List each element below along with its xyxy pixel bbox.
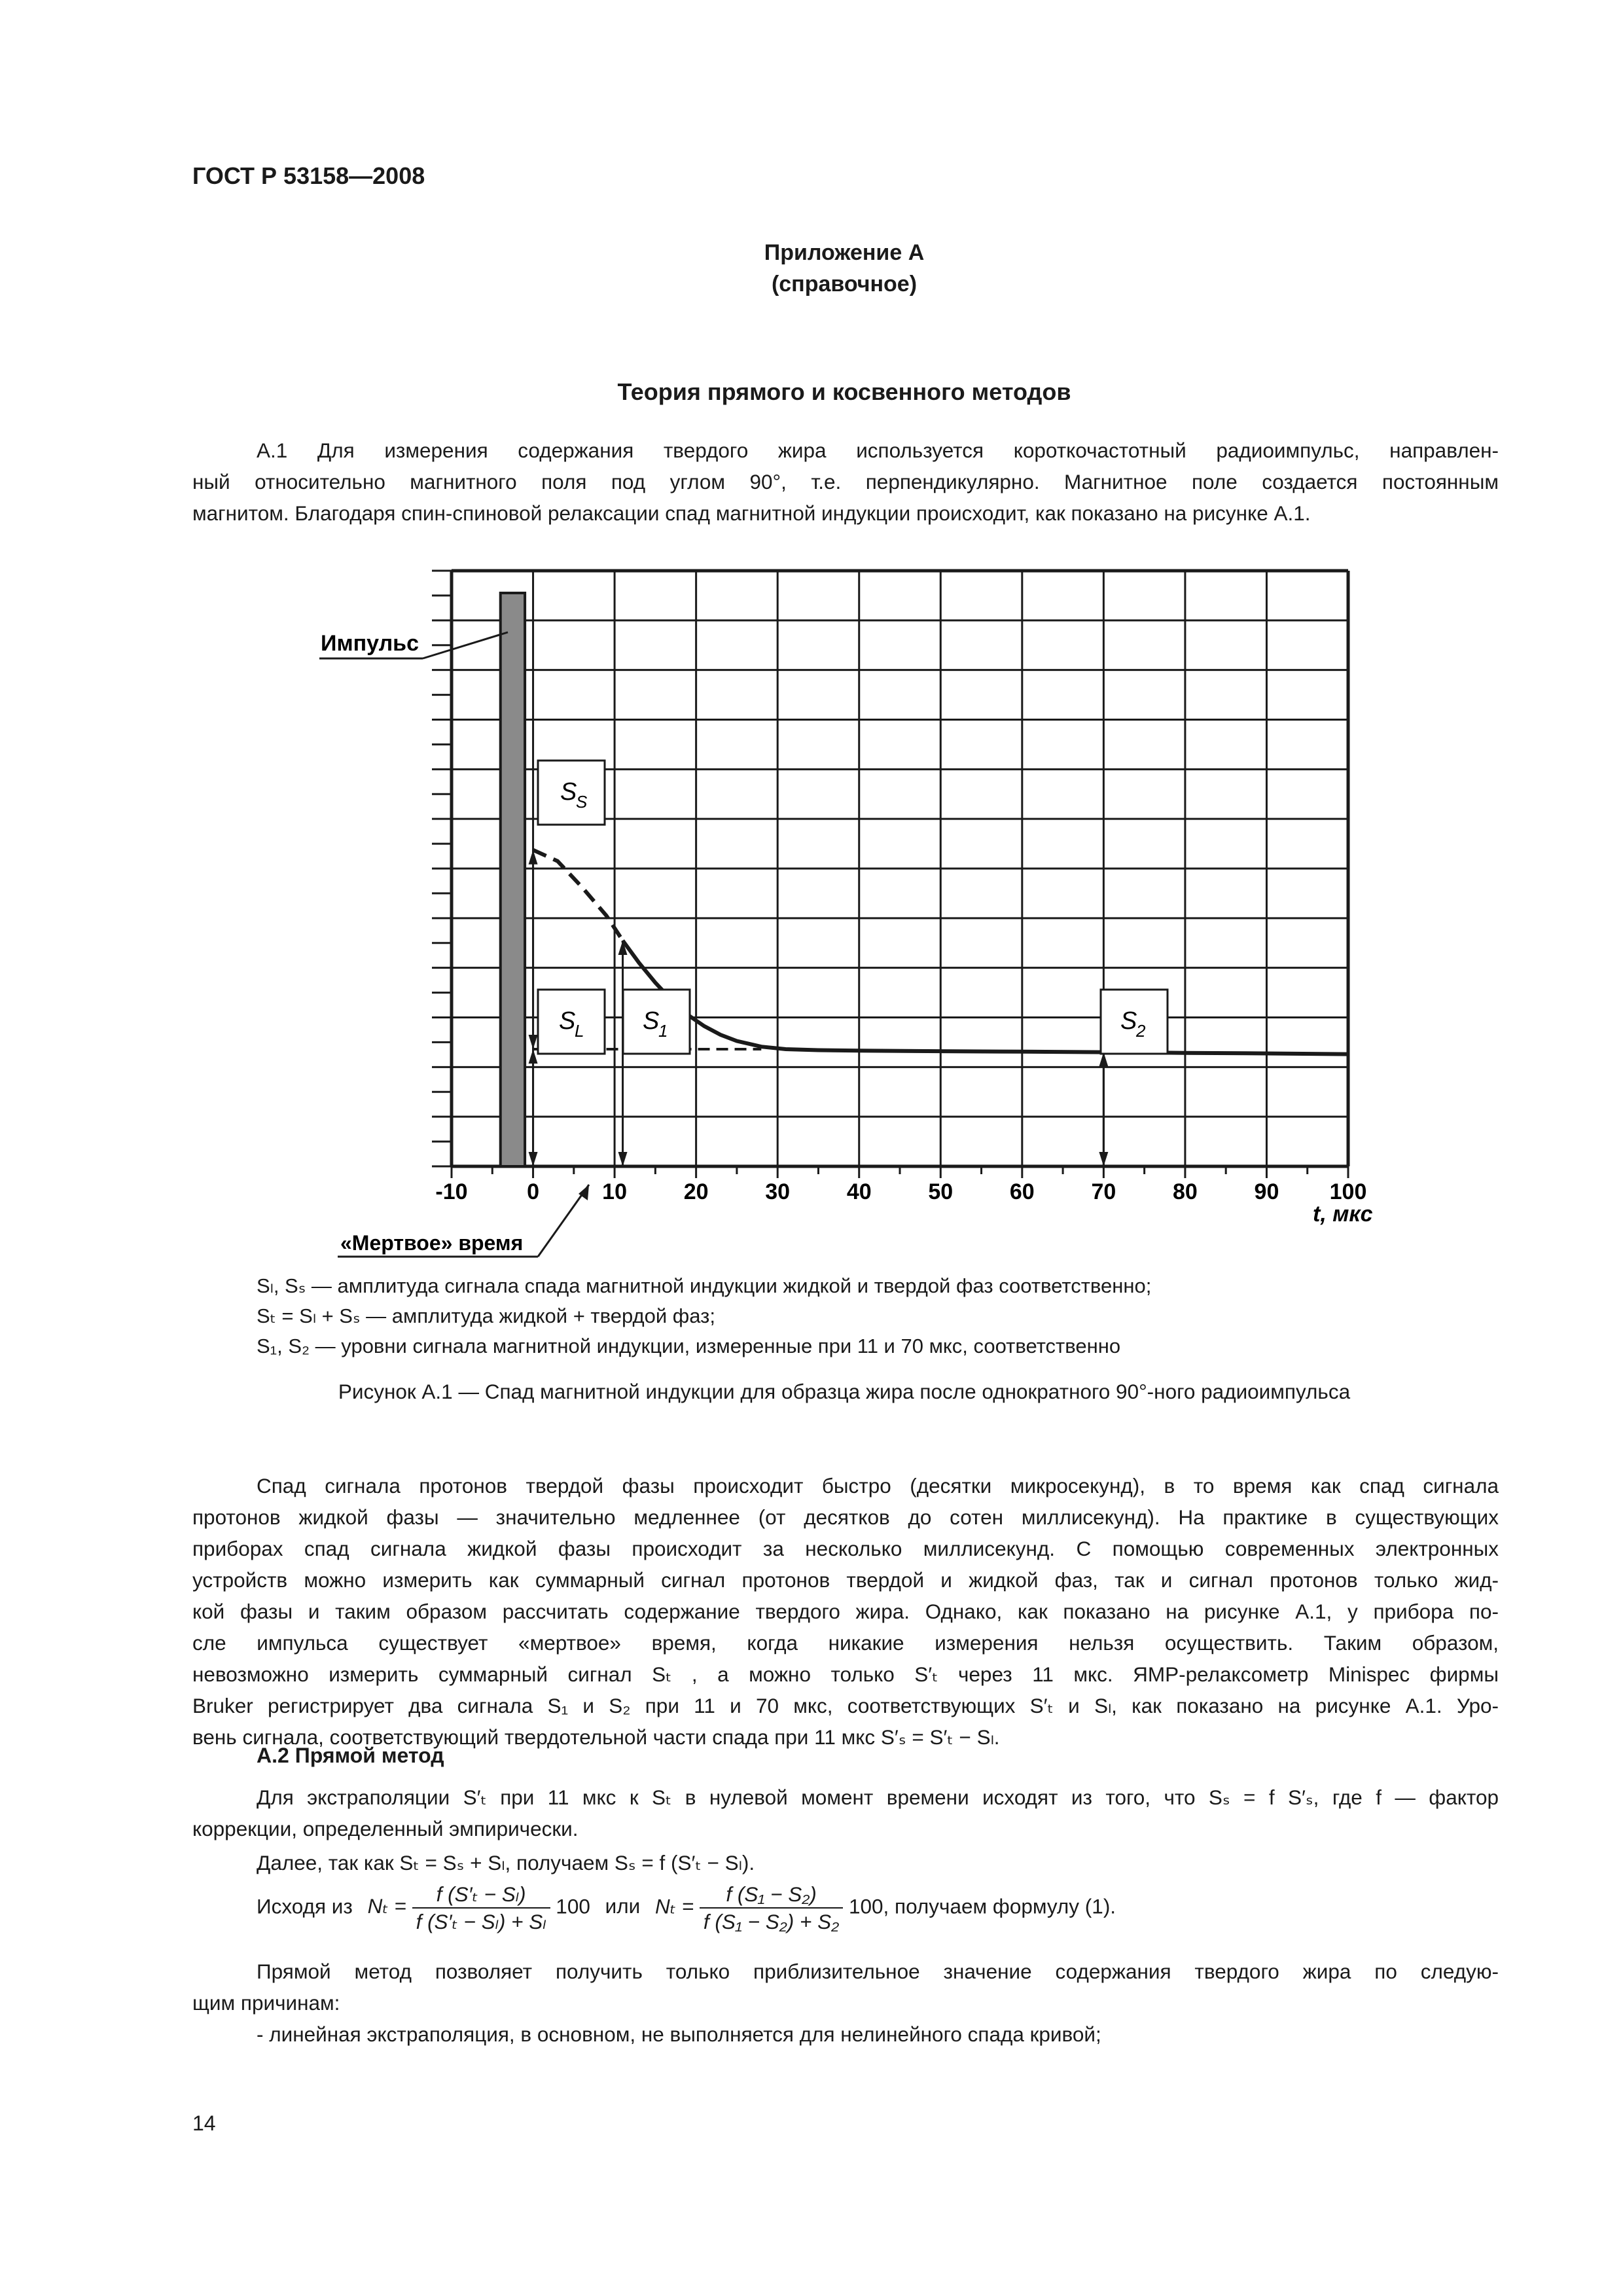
formula2-denominator: f (S₁ − S₂) + S₂ — [703, 1910, 840, 1933]
paragraph-line: ный относительно магнитного поля под углом 90°, т.е. перпендикулярно. Магнитное поле создается постоянным — [192, 470, 1499, 493]
box-sl-subscript: L — [575, 1021, 584, 1041]
box-s1 — [623, 990, 690, 1054]
paragraph-line: кой фазы и таким образом рассчитать содержание твердого жира. Однако, как показано на рисунке А.1, у прибора по- — [192, 1600, 1499, 1623]
arrow-s1-head — [618, 1152, 628, 1166]
formula-tail: , получаем формулу (1). — [883, 1894, 1116, 1918]
appendix-subtitle: (справочное) — [771, 272, 918, 296]
box-s2-subscript: 2 — [1136, 1021, 1146, 1041]
formula2-lhs: Nₜ = — [654, 1894, 694, 1918]
decay-solid-curve — [623, 941, 1349, 1054]
chart-grid — [452, 571, 1348, 1166]
chart-x-tick-labels — [435, 1179, 1366, 1204]
x-tick-label: 30 — [765, 1179, 791, 1204]
section-heading-a2: А.2 Прямой метод — [257, 1744, 444, 1767]
box-s2-label: S — [1120, 1007, 1137, 1035]
box-ss — [538, 761, 605, 825]
paragraph-line: протонов жидкой фазы — значительно медленнее (от десятков до сотен миллисекунд). На практике в существующих — [192, 1505, 1499, 1529]
x-tick-label: 40 — [846, 1179, 872, 1204]
paragraph-line: приборах спад сигнала жидкой фазы происходит за несколько миллисекунд. С помощью современных электронных — [192, 1537, 1499, 1560]
paragraph-line: устройств можно измерить как суммарный сигнал протонов твердой и жидкой фаз, так и сигнал протонов только жид- — [192, 1568, 1499, 1592]
x-tick-label: 0 — [527, 1179, 540, 1204]
document-header: ГОСТ Р 53158—2008 — [192, 162, 425, 189]
legend-line: Sₜ = Sₗ + Sₛ — амплитуда жидкой + твердой фаз; — [257, 1304, 715, 1327]
paragraph-line: магнитом. Благодаря спин-спиновой релаксации спад магнитной индукции происходит, как показано на рисунке А.1. — [192, 501, 1311, 525]
formula2-numerator: f (S₁ − S₂) — [700, 1881, 843, 1909]
dead-time-label: «Мертвое» время — [340, 1231, 524, 1255]
x-tick-label: -10 — [435, 1179, 468, 1204]
extrapolation-dashed-curve — [533, 850, 623, 941]
paragraph-line: щим причинам: — [192, 1991, 340, 2015]
arrow-sl-head — [529, 1152, 538, 1166]
x-tick-label: 70 — [1091, 1179, 1116, 1204]
paragraph-a2-derivation — [192, 1847, 1499, 1878]
bullet-item: - линейная экстраполяция, в основном, не выполняется для нелинейного спада кривой; — [257, 2022, 1101, 2046]
formula1-denominator: f (S′ₜ − Sₗ) + Sₗ — [416, 1910, 546, 1933]
formula1-numerator: f (S′ₜ − Sₗ) — [412, 1881, 550, 1909]
paragraph-explanation — [192, 1470, 1499, 1753]
box-sl — [538, 990, 605, 1054]
x-tick-label: 80 — [1172, 1179, 1198, 1204]
figure-legend — [257, 1271, 1151, 1361]
x-tick-label: 100 — [1329, 1179, 1367, 1204]
arrow-ss-head — [529, 1035, 538, 1049]
box-s2 — [1101, 990, 1168, 1054]
x-tick-label: 90 — [1254, 1179, 1279, 1204]
formula2-factor: 100 — [848, 1894, 883, 1918]
page-number: 14 — [192, 2111, 216, 2135]
paragraph-line: Далее, так как Sₜ = Sₛ + Sₗ, получаем Sₛ = f (S′ₜ − Sₗ). — [257, 1851, 755, 1874]
box-ss-label: S — [560, 778, 577, 806]
pulse-bar — [501, 593, 525, 1166]
x-tick-label: 60 — [1009, 1179, 1035, 1204]
arrow-s2-head — [1099, 1152, 1108, 1166]
box-s1-subscript: 1 — [658, 1021, 668, 1041]
formula-or: или — [605, 1894, 641, 1918]
figure-caption: Рисунок А.1 — Спад магнитной индукции для образца жира после однократного 90°-ного радиоимпульса — [338, 1380, 1351, 1403]
box-ss-subscript: S — [576, 792, 588, 812]
section-title: Теория прямого и косвенного методов — [617, 378, 1071, 405]
box-s1-label: S — [643, 1007, 660, 1035]
box-sl-label: S — [559, 1007, 576, 1035]
paragraph-line: А.1 Для измерения содержания твердого жира используется короткочастотный радиоимпульс, направлен- — [257, 439, 1499, 462]
formula2-fraction — [700, 1881, 843, 1935]
paragraph-a2-extrapolation — [192, 1782, 1499, 1844]
formula-line — [257, 1881, 1116, 1935]
paragraph-line: Прямой метод позволяет получить только приблизительное значение содержания твердого жира по следую- — [257, 1960, 1499, 1983]
paragraph-a2-reasons — [192, 1956, 1499, 2018]
arrow-sl-head — [529, 1049, 538, 1064]
appendix-title: Приложение А — [764, 240, 925, 265]
formula1-lhs: Nₜ = — [367, 1894, 406, 1918]
x-axis-unit-label: t, мкс — [1313, 1202, 1373, 1227]
formula1-factor: 100 — [556, 1894, 590, 1918]
formula1-fraction — [412, 1881, 550, 1935]
paragraph-line: вень сигнала, соответствующий твердотельной части спада при 11 мкс S′ₛ = S′ₜ − Sₗ. — [192, 1725, 1000, 1749]
paragraph-line: сле импульса существует «мертвое» время, когда никакие измерения нельзя осуществить. Таким образом, — [192, 1631, 1499, 1655]
formula-lead: Исходя из — [257, 1894, 353, 1918]
x-tick-label: 20 — [683, 1179, 709, 1204]
paragraph-line: невозможно измерить суммарный сигнал Sₜ , а можно только S′ₜ через 11 мкс. ЯМР-релаксометр Minispec фирмы — [192, 1662, 1499, 1686]
paragraph-line: Спад сигнала протонов твердой фазы происходит быстро (десятки микросекунд), в то время как спад сигнала — [257, 1474, 1499, 1498]
legend-line: Sₗ, Sₛ — амплитуда сигнала спада магнитной индукции жидкой и твердой фаз соответственно; — [257, 1274, 1152, 1297]
pulse-label: Импульс — [321, 631, 419, 656]
legend-line: S₁, S₂ — уровни сигнала магнитной индукции, измеренные при 11 и 70 мкс, соответственно — [257, 1335, 1121, 1357]
paragraph-line: Bruker регистрирует два сигнала S₁ и S₂ при 11 и 70 мкс, соответствующих S′ₜ и Sₗ, как показано на рисунке А.1. Уро- — [192, 1694, 1499, 1717]
paragraph-line: Для экстраполяции S′ₜ при 11 мкс к Sₜ в нулевой момент времени исходят из того, что Sₛ = f S′ₛ, где f — фактор — [257, 1785, 1499, 1809]
paragraph-line: коррекции, определенный эмпирически. — [192, 1817, 579, 1840]
x-tick-label: 10 — [602, 1179, 628, 1204]
x-tick-label: 50 — [928, 1179, 954, 1204]
